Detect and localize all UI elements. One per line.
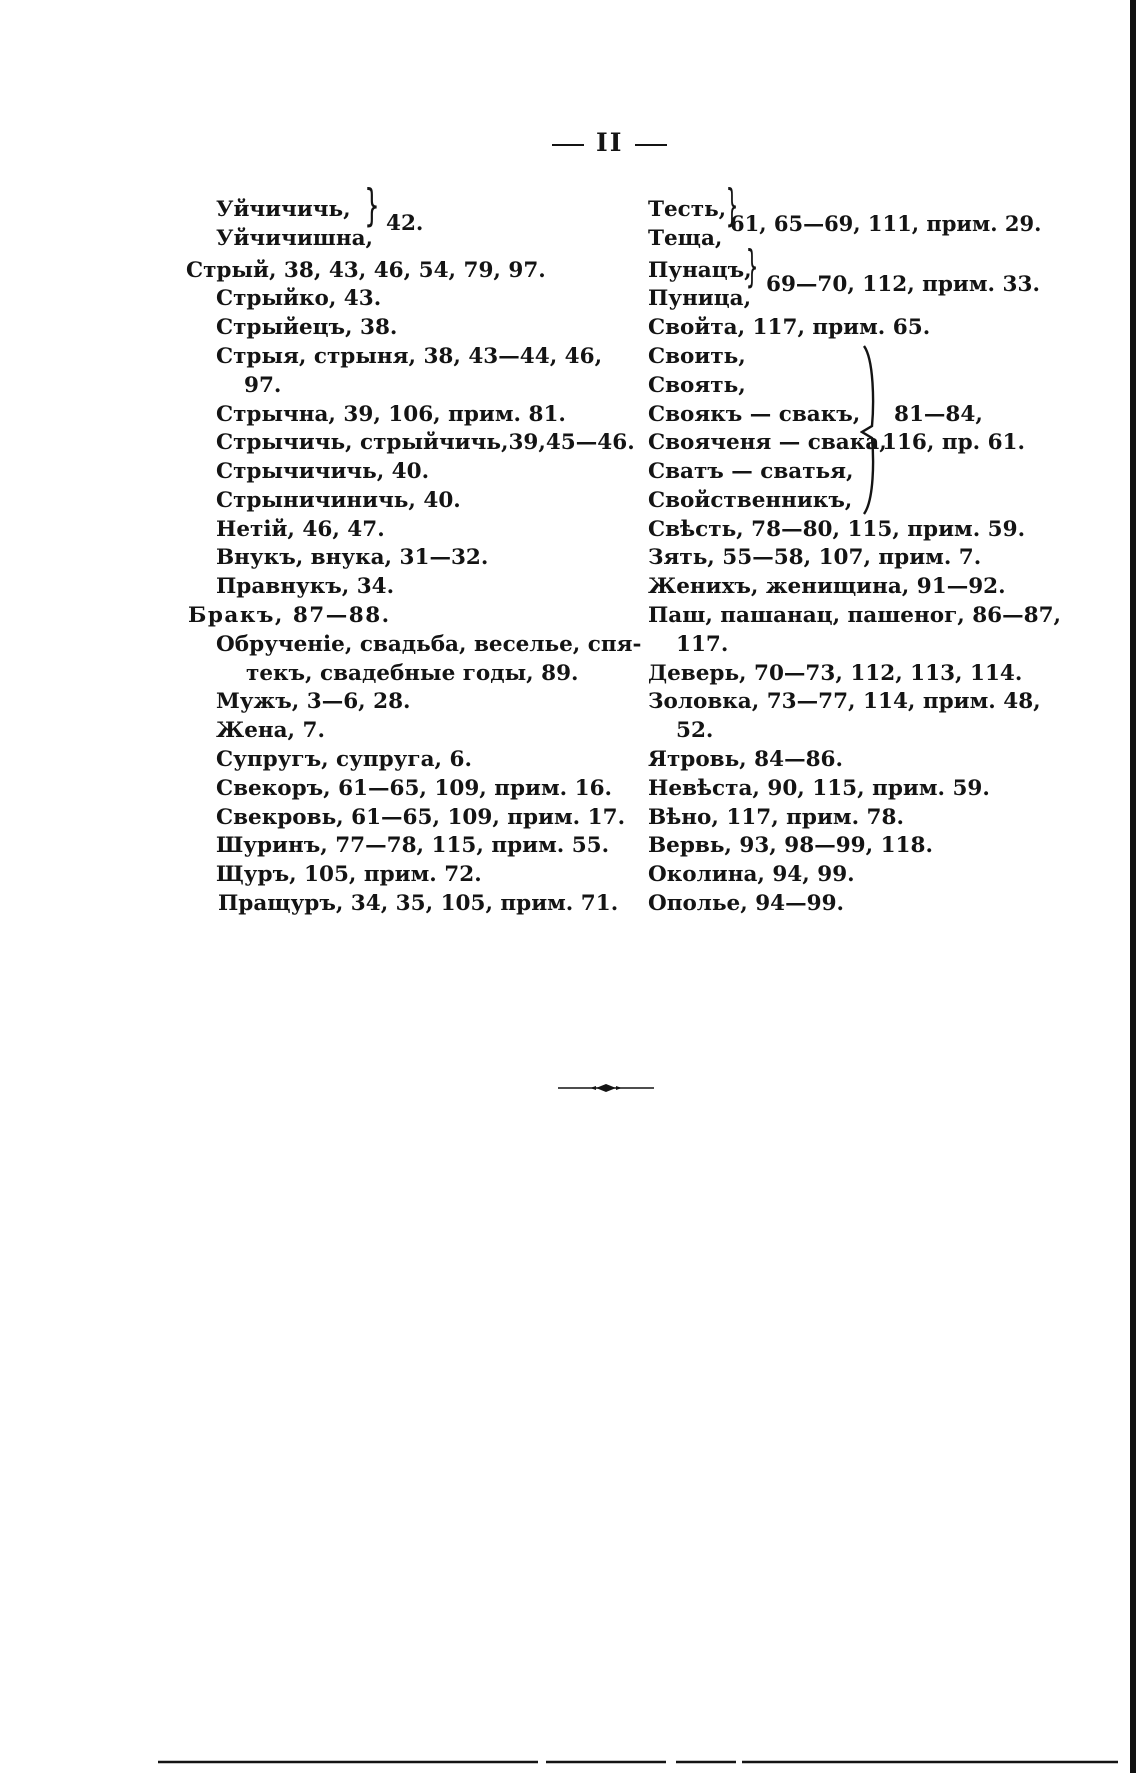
entry-brak: Бракъ, 87—88. — [188, 603, 391, 628]
entry-uychichich: Уйчичичь, — [216, 197, 351, 222]
entry-suprug: Супругъ, супруга, 6. — [216, 747, 472, 772]
entry-strychichich: Стрычичичь, 40. — [216, 459, 430, 484]
entry-vnuk: Внукъ, внука, 31—32. — [216, 545, 489, 570]
ref-svoyak-2: 116, пр. 61. — [882, 430, 1025, 455]
entry-pash: Паш, пашанац, пашеног, 86—87, — [648, 603, 1062, 628]
entry-svest: Свѣсть, 78—80, 115, прим. 59. — [648, 517, 1026, 542]
entry-muzh: Мужъ, 3—6, 28. — [216, 689, 411, 714]
entry-okolina: Околина, 94, 99. — [648, 862, 855, 887]
entry-punac: Пунацъ, — [648, 258, 752, 283]
entry-opolye: Ополье, 94—99. — [648, 891, 845, 916]
entry-strynichinich: Стрыничиничь, 40. — [216, 488, 461, 513]
entry-svekor: Свекоръ, 61—65, 109, прим. 16. — [216, 776, 613, 801]
entry-svoyak: Своякъ — свакъ, — [648, 402, 861, 427]
entry-dever: Деверь, 70—73, 112, 113, 114. — [648, 661, 1023, 686]
entry-stryiec: Стрыйецъ, 38. — [216, 315, 398, 340]
entry-teshcha: Теща, — [648, 226, 723, 251]
entry-test: Тесть, — [648, 197, 727, 222]
ref-test: 61, 65—69, 111, прим. 29. — [730, 211, 1042, 236]
entry-strychich: Стрычичь, стрыйчичь,39,45—46. — [216, 430, 635, 455]
entry-zyat: Зять, 55—58, 107, прим. 7. — [648, 545, 982, 570]
dash-right — [635, 144, 667, 146]
entry-obruchenie-cont: текъ, свадебные годы, 89. — [246, 661, 579, 686]
entry-punica: Пуница, — [648, 286, 752, 311]
dash-left — [552, 144, 584, 146]
entry-netiy: Нетій, 46, 47. — [216, 517, 385, 542]
entry-zhena: Жена, 7. — [216, 718, 325, 743]
entry-svoyat: Своять, — [648, 373, 746, 398]
entry-verv: Вервь, 93, 98—99, 118. — [648, 833, 933, 858]
entry-shurin: Шуринъ, 77—78, 115, прим. 55. — [216, 833, 610, 858]
section-end-ornament — [556, 1082, 656, 1094]
ref-punac: 69—70, 112, прим. 33. — [766, 272, 1040, 297]
entry-stry: Стрый, 38, 43, 46, 54, 79, 97. — [186, 258, 546, 283]
page-number — [540, 128, 670, 157]
entry-strychna: Стрычна, 39, 106, прим. 81. — [216, 402, 566, 427]
entry-svoyachenya: Свояченя — свака, — [648, 430, 887, 455]
entry-pravnuk: Правнукъ, 34. — [216, 574, 395, 599]
entry-obruchenie: Обрученіе, свадьба, веселье, спя- — [216, 632, 642, 657]
brace-uychich: } — [364, 180, 380, 231]
entry-svoit: Своить, — [648, 344, 746, 369]
brace-punac: } — [745, 241, 759, 292]
ref-svoyak-1: 81—84, — [894, 402, 983, 427]
brace-test: } — [725, 180, 739, 231]
scan-edge-rule — [1130, 0, 1136, 1773]
entry-svoyta: Свойта, 117, прим. 65. — [648, 315, 931, 340]
entry-uychichishna: Уйчичишна, — [216, 226, 374, 251]
entry-zhenikh: Женихъ, женищина, 91—92. — [648, 574, 1006, 599]
entry-yatrov: Ятровь, 84—86. — [648, 747, 843, 772]
entry-stryiko: Стрыйко, 43. — [216, 286, 382, 311]
footer-rule — [158, 1760, 1118, 1764]
entry-svekrov: Свекровь, 61—65, 109, прим. 17. — [216, 805, 626, 830]
entry-strya-cont: 97. — [244, 373, 282, 398]
entry-zolovka-cont: 52. — [676, 718, 714, 743]
entry-veno: Вѣно, 117, прим. 78. — [648, 805, 904, 830]
entry-prashchur: Пращуръ, 34, 35, 105, прим. 71. — [218, 891, 619, 916]
ref-uychich: 42. — [386, 211, 424, 236]
entry-shchur: Щуръ, 105, прим. 72. — [216, 862, 482, 887]
entry-svoystvennik: Свойственникъ, — [648, 488, 853, 513]
entry-pash-cont: 117. — [676, 632, 729, 657]
brace-svoyak — [860, 344, 884, 516]
page-number-text: II — [596, 128, 624, 157]
entry-svat: Сватъ — сватья, — [648, 459, 854, 484]
entry-zolovka: Золовка, 73—77, 114, прим. 48, — [648, 689, 1041, 714]
entry-nevesta: Невѣста, 90, 115, прим. 59. — [648, 776, 990, 801]
entry-strya: Стрыя, стрыня, 38, 43—44, 46, — [216, 344, 603, 369]
